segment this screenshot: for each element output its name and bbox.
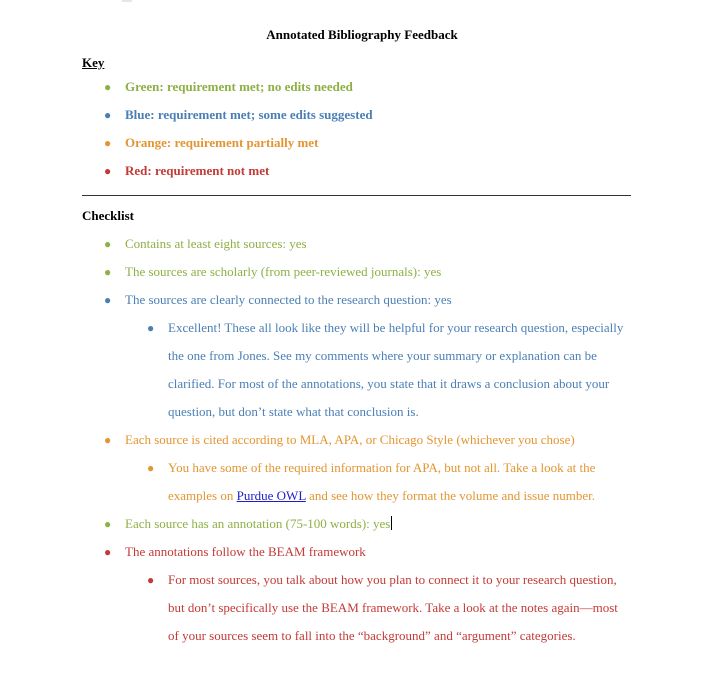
comment-line: of your sources seem to fall into the “background” and “argument” categories. xyxy=(168,628,576,643)
bullet-icon: ● xyxy=(104,80,112,94)
bullet-icon: ● xyxy=(104,108,112,122)
bullet-icon: ● xyxy=(104,136,112,150)
document-title: Annotated Bibliography Feedback xyxy=(266,27,458,42)
key-item-blue: ● Blue: requirement met; some edits suggested xyxy=(82,101,642,129)
checklist-item: ● The annotations follow the BEAM framework xyxy=(82,538,642,566)
comment-line: ● Excellent! These all look like they will be helpful for your research question, especially xyxy=(82,314,642,342)
comment-line: the one from Jones. See my comments where your summary or explanation can be xyxy=(168,348,597,363)
key-list xyxy=(82,73,642,185)
bullet-icon: ● xyxy=(104,164,112,178)
comment-citation xyxy=(82,454,642,510)
bullet-icon: ● xyxy=(104,237,112,251)
checklist-item: ● The sources are clearly connected to the research question: yes xyxy=(82,286,642,314)
purdue-owl-link[interactable]: Purdue OWL xyxy=(236,488,306,503)
comment-sources-connected xyxy=(82,314,642,426)
bullet-icon: ● xyxy=(147,573,155,587)
document-page xyxy=(82,25,642,650)
checklist-item: ● Each source has an annotation (75-100 words): yes xyxy=(82,510,642,538)
bullet-icon: ● xyxy=(104,545,112,559)
comment-line: clarified. For most of the annotations, you state that it draws a conclusion about your xyxy=(168,376,610,391)
key-heading: Key xyxy=(82,55,105,70)
bullet-icon: ● xyxy=(147,321,155,335)
separator-line xyxy=(82,195,631,196)
comment-line: ● You have some of the required information for APA, but not all. Take a look at the xyxy=(82,454,642,482)
bullet-icon: ● xyxy=(104,293,112,307)
comment-line: ● For most sources, you talk about how you plan to connect it to your research question, xyxy=(82,566,642,594)
comment-line: question, but don’t state what that conclusion is. xyxy=(168,404,419,419)
text-cursor xyxy=(391,516,392,530)
key-item-green: ● Green: requirement met; no edits needed xyxy=(82,73,642,101)
comment-line: but don’t specifically use the BEAM framework. Take a look at the notes again—most xyxy=(168,600,618,615)
checklist-heading: Checklist xyxy=(82,208,134,223)
key-item-red: ● Red: requirement not met xyxy=(82,157,642,185)
bullet-icon: ● xyxy=(104,433,112,447)
comment-line: examples on Purdue OWL and see how they format the volume and issue number. xyxy=(168,488,595,503)
checklist-item: ● Each source is cited according to MLA, APA, or Chicago Style (whichever you chose) xyxy=(82,426,642,454)
bullet-icon: ● xyxy=(147,461,155,475)
page-top-mark xyxy=(122,0,132,2)
comment-beam xyxy=(82,566,642,650)
checklist-item: ● Contains at least eight sources: yes xyxy=(82,230,642,258)
bullet-icon: ● xyxy=(104,265,112,279)
checklist xyxy=(82,230,642,650)
key-item-orange: ● Orange: requirement partially met xyxy=(82,129,642,157)
bullet-icon: ● xyxy=(104,517,112,531)
checklist-item: ● The sources are scholarly (from peer-reviewed journals): yes xyxy=(82,258,642,286)
